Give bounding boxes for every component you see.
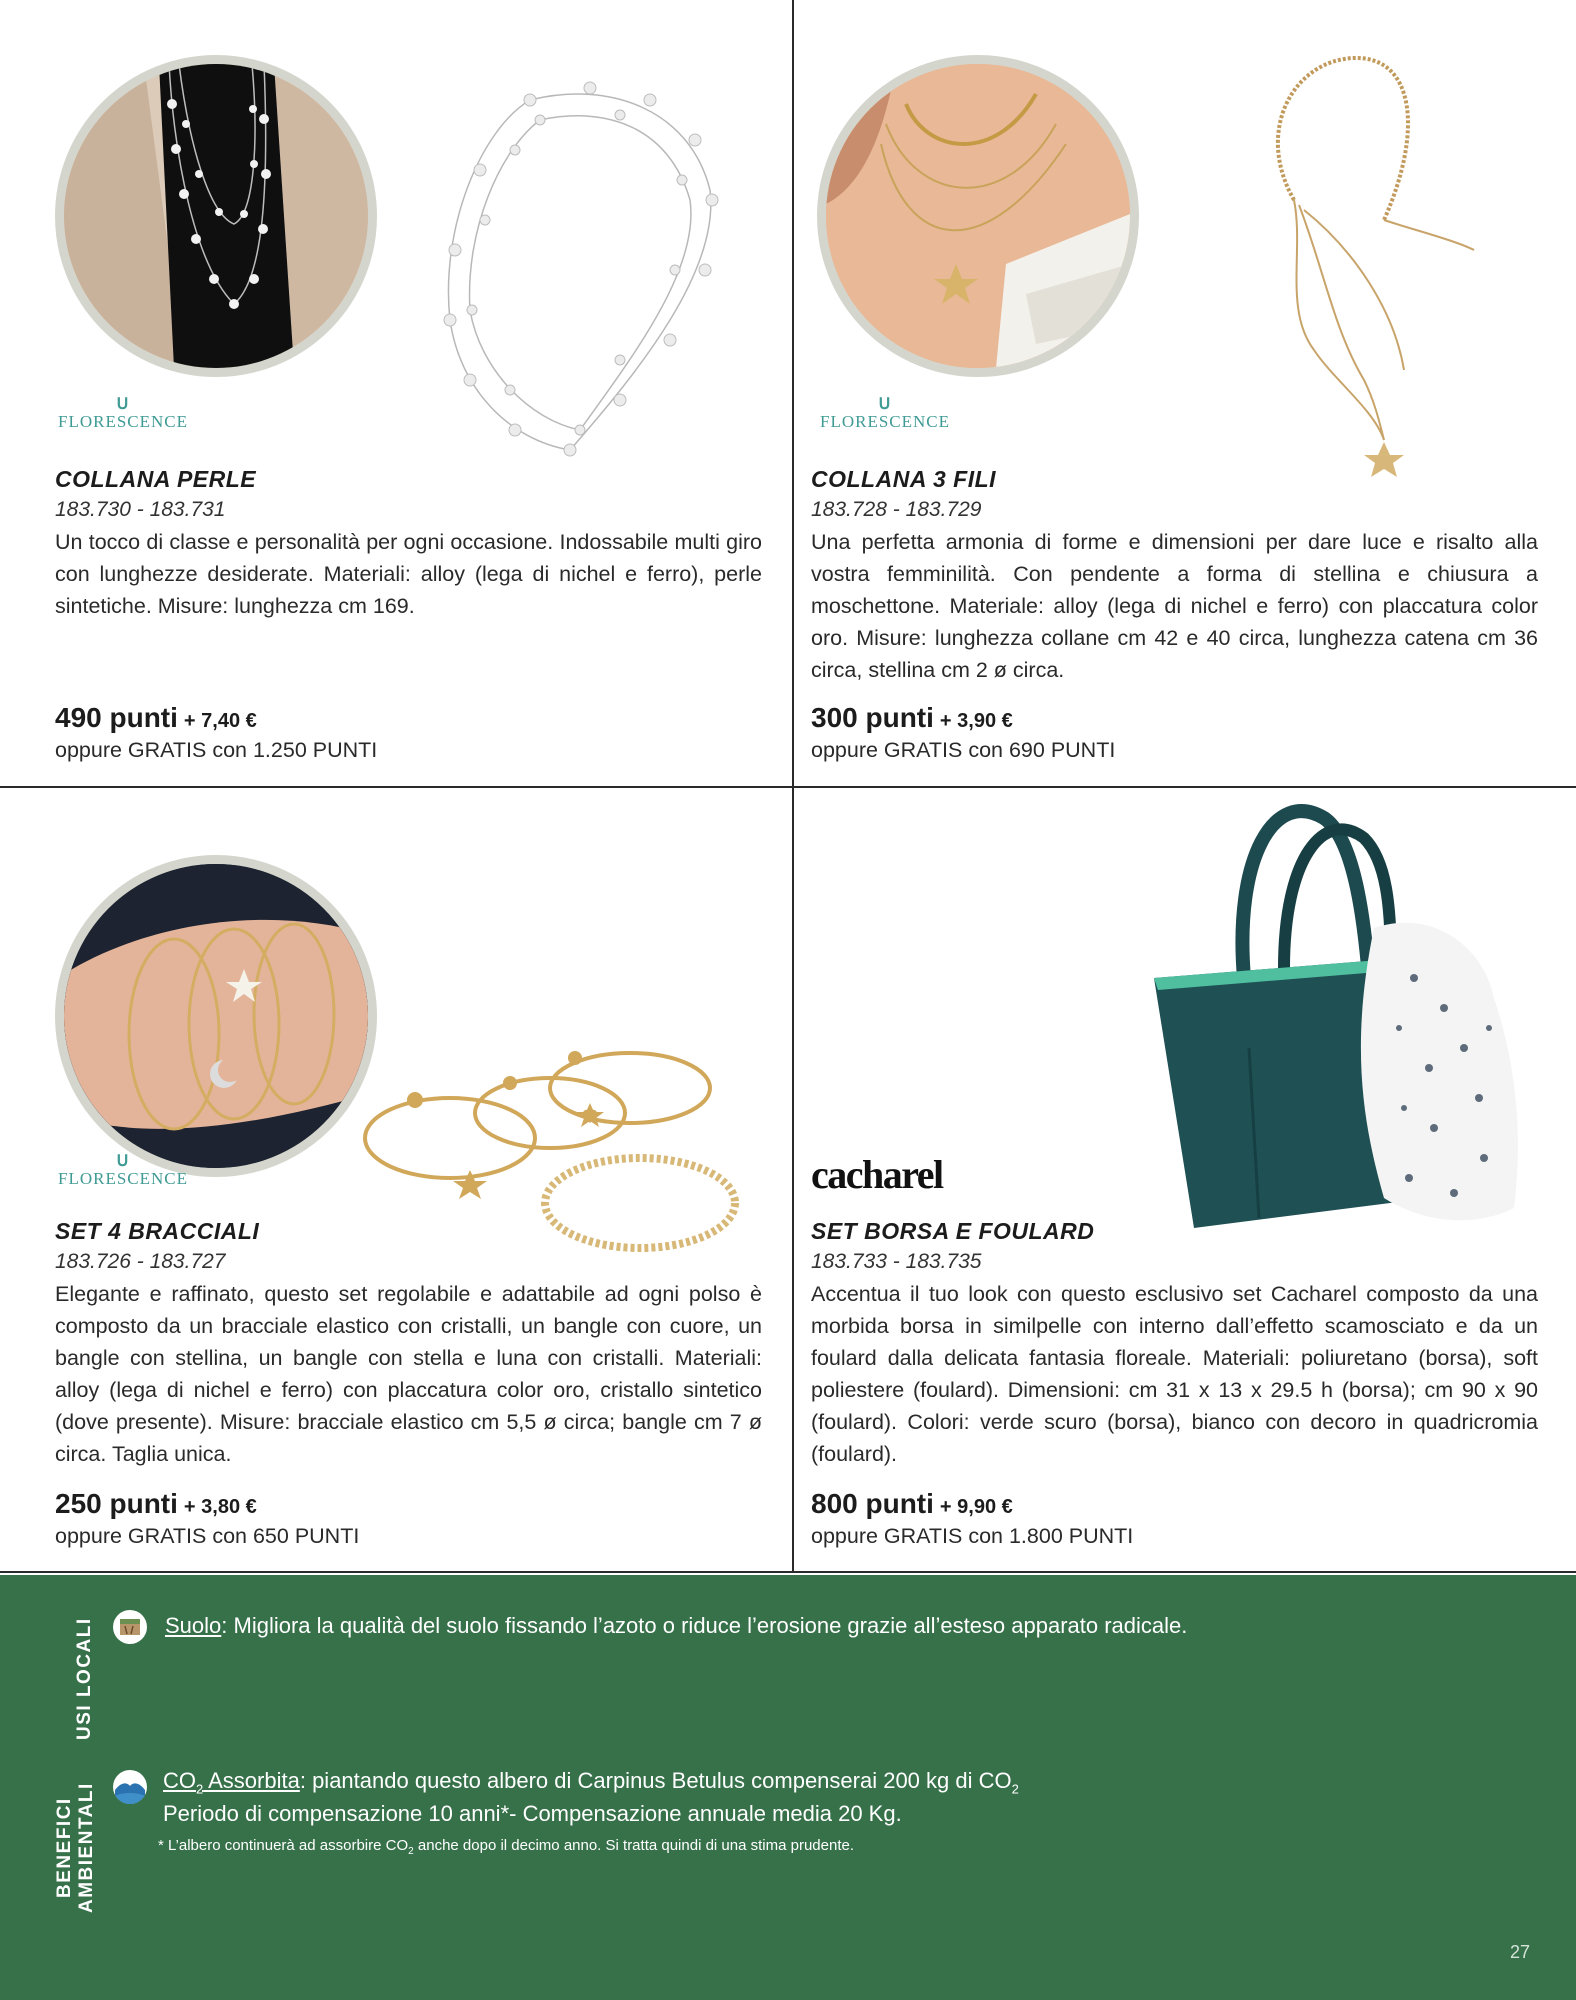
points-value: 490 punti bbox=[55, 702, 178, 733]
brand-logo-florescence: ᑌ FLORESCENCE bbox=[58, 396, 189, 431]
price-points bbox=[811, 702, 1013, 734]
co2-text: $CO_2$ Assorbita: piantando questo albero di Carpinus Betulus compenserai 200 kg di $CO_2$ bbox=[163, 1768, 1019, 1797]
soil-icon bbox=[113, 1610, 147, 1644]
price-points bbox=[55, 702, 257, 734]
product-codes: 183.733 - 183.735 bbox=[811, 1250, 982, 1273]
soil-text: Suolo: Migliora la qualità del suolo fissando l’azoto o riduce l’erosione grazie all’esteso apparato radicale. bbox=[165, 1613, 1188, 1638]
environmental-benefits-label: BENEFICI AMBIENTALI bbox=[54, 1782, 97, 1913]
product-title: SET BORSA E FOULARD bbox=[811, 1218, 1095, 1244]
model-photo bbox=[55, 55, 377, 377]
co2-period-text: Periodo di compensazione 10 anni*- Compensazione annuale media 20 Kg. bbox=[163, 1801, 902, 1826]
soil-title: Suolo bbox=[165, 1613, 222, 1638]
necklace-product-image bbox=[1214, 50, 1534, 500]
florescence-mark-icon: ᑌ bbox=[116, 396, 130, 413]
product-codes: 183.726 - 183.727 bbox=[55, 1250, 226, 1273]
product-title: COLLANA 3 FILI bbox=[811, 466, 997, 492]
product-card-collana-perle[interactable] bbox=[0, 0, 792, 786]
price-alternative: oppure GRATIS con 1.800 PUNTI bbox=[811, 1524, 1134, 1548]
price-alternative: oppure GRATIS con 690 PUNTI bbox=[811, 738, 1116, 762]
model-photo bbox=[55, 855, 377, 1177]
product-card-collana-3-fili[interactable] bbox=[794, 0, 1576, 786]
points-value: 800 punti bbox=[811, 1488, 934, 1519]
florescence-mark-icon: ᑌ bbox=[116, 1153, 130, 1170]
price-extra: + 3,90 € bbox=[939, 710, 1013, 732]
florescence-mark-icon: ᑌ bbox=[878, 396, 892, 413]
bracelets-product-image bbox=[360, 1028, 760, 1298]
price-points bbox=[55, 1488, 257, 1520]
points-value: 250 punti bbox=[55, 1488, 178, 1519]
horizontal-divider-bottom bbox=[0, 1571, 1576, 1573]
product-codes: 183.728 - 183.729 bbox=[811, 498, 982, 521]
co2-icon bbox=[113, 1770, 147, 1804]
price-extra: + 9,90 € bbox=[939, 1496, 1013, 1518]
product-description: Elegante e raffinato, questo set regolabile e adattabile ad ogni polso è composto da un bracciale elastico con cristalli, un bangle con cuore, un bangle con stellina, un bangle con stella e luna con cristalli. Materiali: alloy (lega di nichel e ferro) con placcatura color oro, cristallo sintetico (dove presente). Misure: bracciale elastico cm 5,5 ø circa; bangle cm 7 ø circa. Taglia unica. bbox=[55, 1282, 762, 1466]
price-extra: + 7,40 € bbox=[183, 710, 257, 732]
product-card-set-4-bracciali[interactable] bbox=[0, 788, 792, 1571]
page-number: 27 bbox=[1510, 1942, 1531, 1962]
price-alternative: oppure GRATIS con 1.250 PUNTI bbox=[55, 738, 378, 762]
model-photo bbox=[817, 55, 1139, 377]
product-title: COLLANA PERLE bbox=[55, 466, 257, 492]
brand-logo-florescence: ᑌ FLORESCENCE bbox=[58, 1153, 189, 1188]
bag-and-scarf-product-image bbox=[1134, 798, 1554, 1248]
price-extra: + 3,80 € bbox=[183, 1496, 257, 1518]
price-points bbox=[811, 1488, 1013, 1520]
product-codes: 183.730 - 183.731 bbox=[55, 498, 226, 521]
environmental-footer bbox=[0, 1575, 1576, 2000]
brand-logo-florescence: ᑌ FLORESCENCE bbox=[820, 396, 951, 431]
product-title: SET 4 BRACCIALI bbox=[55, 1218, 260, 1244]
co2-title: $CO_2$ Assorbita bbox=[163, 1768, 300, 1797]
product-description: Accentua il tuo look con questo esclusivo set Cacharel composto da una morbida borsa in similpelle con interno dall’effetto scamosciato e da un foulard dalla delicata fantasia floreale. Materiali: poliuretano (borsa), soft poliestere (foulard). Dimensioni: cm 31 x 13 x 29.5 h (borsa); cm 90 x 90 (foulard). Colori: verde scuro (borsa), bianco con decoro in quadricromia (foulard). bbox=[811, 1282, 1538, 1466]
product-description: Una perfetta armonia di forme e dimensioni per dare luce e risalto alla vostra femminilità. Con pendente a forma di stellina e chiusura a moschettone. Materiale: alloy (lega di nichel e ferro) con placcatura color oro. Misure: lunghezza collane cm 42 e 40 circa, lunghezza catena cm 36 circa, stellina cm 2 ø circa. bbox=[811, 530, 1538, 682]
product-description: Un tocco di classe e personalità per ogni occasione. Indossabile multi giro con lunghezze desiderate. Materiali: alloy (lega di nichel e ferro), perle sintetiche. Misure: lunghezza cm 169. bbox=[55, 530, 762, 618]
co2-footnote: * L’albero continuerà ad assorbire $CO_2$ anche dopo il decimo anno. Si tratta quindi di una stima prudente. bbox=[158, 1837, 854, 1857]
product-card-set-borsa-foulard[interactable] bbox=[794, 788, 1576, 1571]
brand-logo-cacharel: cacharel bbox=[811, 1152, 943, 1197]
local-uses-label: USI LOCALI bbox=[74, 1617, 95, 1740]
necklace-product-image bbox=[420, 70, 750, 470]
price-alternative: oppure GRATIS con 650 PUNTI bbox=[55, 1524, 360, 1548]
points-value: 300 punti bbox=[811, 702, 934, 733]
